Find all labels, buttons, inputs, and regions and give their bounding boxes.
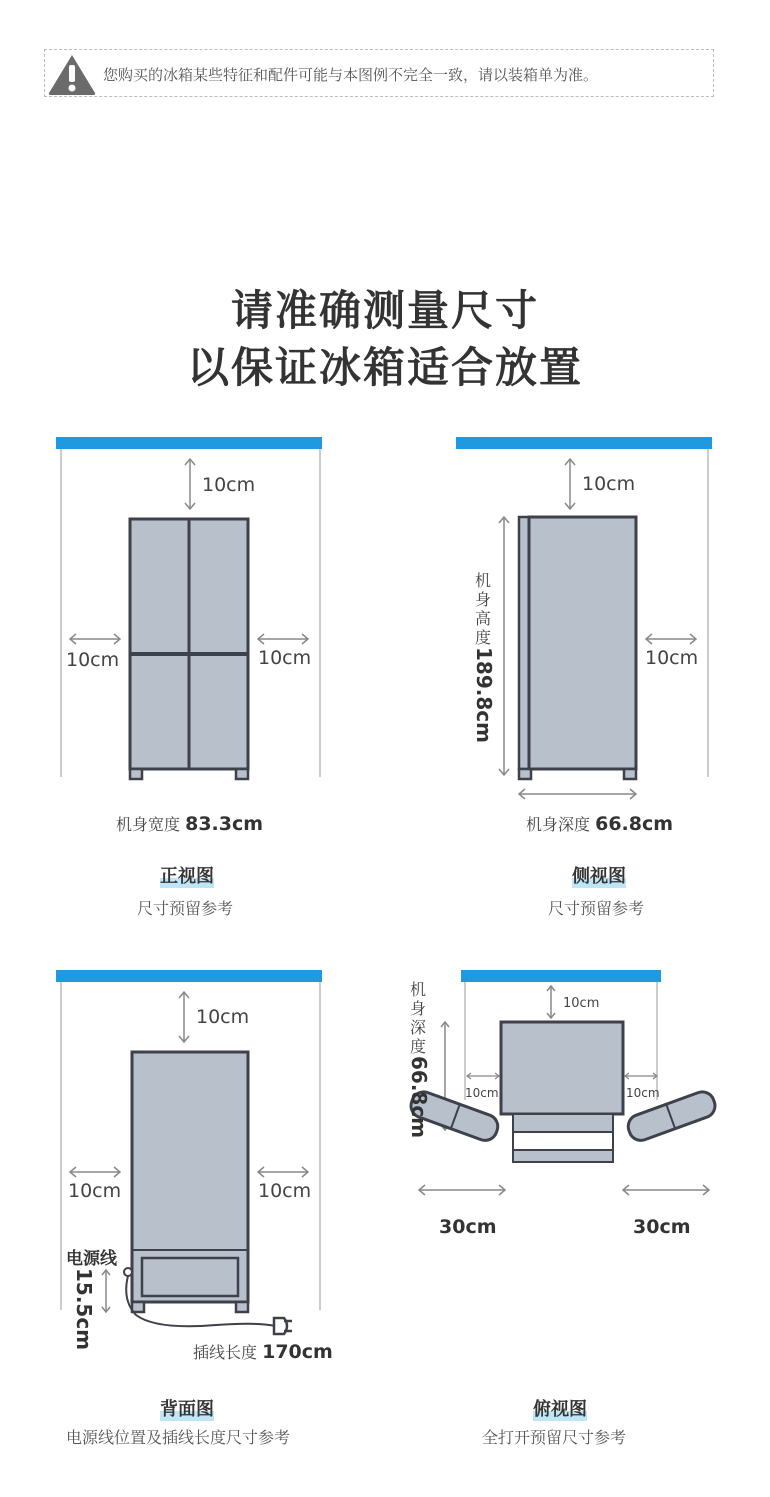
plug-icon [274,1318,292,1334]
back-cord-height-arrow [102,1270,110,1312]
headline-line2: 以保证冰箱适合放置 [186,343,583,392]
top-view-title: 俯视图 [533,1395,587,1421]
front-top-arrow [185,459,195,509]
right-door-gap: 30cm [633,1216,691,1238]
top-fridge-body [408,1022,719,1162]
front-width-label: 机身宽度 [116,815,181,834]
front-left-arrow [70,634,120,644]
notice-text: 您购买的冰箱某些特征和配件可能与本图例不完全一致，请以装箱单为准。 [103,66,599,84]
plug-length-value: 170cm [262,1341,333,1363]
back-top-gap: 10cm [196,1006,250,1028]
side-depth-caption [526,812,673,835]
side-height-label: 机身高度 [474,571,491,647]
plug-length-caption [193,1340,333,1363]
side-right-gap: 10cm [645,647,699,669]
side-depth-label: 机身深度 [526,815,591,834]
side-view-drawing [456,437,756,857]
front-view-subtitle: 尺寸预留参考 [137,899,234,918]
side-view-panel [456,437,756,857]
side-top-arrow [565,459,575,509]
side-height-value: 189.8cm [472,647,496,743]
back-top-arrow [179,992,189,1042]
side-height-arrow [499,517,509,775]
top-depth-label: 机身深度 [409,980,426,1056]
back-right-gap: 10cm [258,1180,312,1202]
right-door-arrow [623,1185,709,1195]
side-top-gap: 10cm [582,473,636,495]
front-view-title: 正视图 [160,862,214,888]
side-depth-value: 66.8cm [595,813,674,835]
front-top-gap: 10cm [202,474,256,496]
front-left-gap: 10cm [66,649,120,671]
front-fridge-body [130,519,248,779]
front-view-panel [56,437,356,857]
top-right-arrow [625,1073,657,1079]
top-left-gap: 10cm [465,1086,499,1100]
top-ceiling-bar [461,970,661,982]
back-view-subtitle: 电源线位置及插线长度尺寸参考 [66,1428,291,1447]
top-view-subtitle: 全打开预留尺寸参考 [482,1428,627,1447]
back-fridge-body [132,1052,248,1312]
warning-icon [47,53,97,97]
front-ceiling-bar [56,437,322,449]
side-fridge-body [519,517,636,779]
plug-length-label: 插线长度 [193,1343,258,1362]
left-door-arrow [419,1185,505,1195]
side-ceiling-bar [456,437,712,449]
front-width-value: 83.3cm [185,813,264,835]
back-view-title: 背面图 [160,1395,214,1421]
headline-line1: 请准确测量尺寸 [230,286,539,335]
back-left-gap: 10cm [68,1180,122,1202]
top-top-gap: 10cm [563,996,600,1011]
notice-bar [44,49,714,97]
side-right-arrow [646,634,696,644]
front-right-gap: 10cm [258,647,312,669]
back-view-drawing [56,970,356,1370]
front-right-arrow [258,634,308,644]
top-top-arrow [547,986,555,1018]
back-view-panel [56,970,356,1370]
back-right-arrow [258,1167,308,1177]
top-view-panel [405,970,725,1270]
side-view-subtitle: 尺寸预留参考 [548,899,645,918]
left-door-gap: 30cm [439,1216,497,1238]
power-cord-height: 15.5cm [72,1268,96,1351]
back-left-arrow [70,1167,120,1177]
side-view-title: 侧视图 [572,862,626,888]
top-depth-value: 66.8cm [407,1056,431,1139]
top-left-arrow [467,1073,499,1079]
front-width-caption [116,812,263,835]
side-depth-arrow [519,789,636,799]
top-right-gap: 10cm [626,1086,660,1100]
back-ceiling-bar [56,970,322,982]
power-cord-label: 电源线 [66,1249,117,1269]
